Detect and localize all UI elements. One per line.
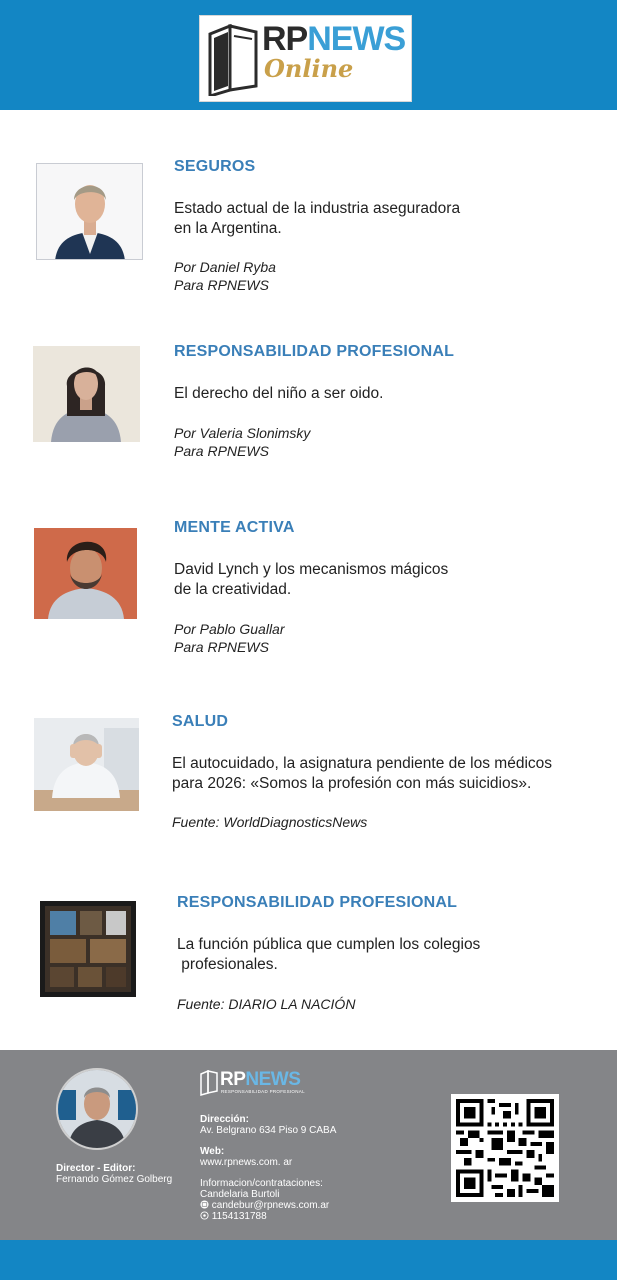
article-thumb-funcion-publica[interactable]: [40, 901, 136, 997]
director-credit: Director - Editor: Fernando Gómez Golberg: [56, 1163, 173, 1185]
phone-line[interactable]: 1154131788: [200, 1211, 329, 1222]
book-icon: [200, 1070, 218, 1096]
address-info: Dirección: Av. Belgrano 634 Piso 9 CABA: [200, 1114, 337, 1136]
rpnews-online-logo[interactable]: [199, 15, 412, 102]
article-category[interactable]: RESPONSABILIDAD PROFESIONAL: [174, 343, 455, 360]
whatsapp-icon: [200, 1211, 209, 1220]
qr-code-icon: [456, 1099, 554, 1197]
article-byline: Por Valeria Slonimsky Para RPNEWS: [174, 425, 311, 459]
contact-info: Informacion/contrataciones: Candelaria Burtoli candebur@rpnews.com.ar 1154131788: [200, 1178, 330, 1222]
article-thumb-seguros[interactable]: [36, 163, 143, 260]
article-category[interactable]: RESPONSABILIDAD PROFESIONAL: [177, 894, 458, 911]
article-headline[interactable]: Estado actual de la industria aseguradora en la Argentina.: [174, 200, 461, 237]
logo-online-text: Online: [264, 54, 354, 83]
article-thumb-mente-activa[interactable]: [34, 528, 137, 619]
article-category[interactable]: SEGUROS: [174, 158, 256, 175]
article-headline[interactable]: El autocuidado, la asignatura pendiente de los médicos para 2026: «Somos la profesión con más suicidios».: [172, 755, 553, 792]
footer: [0, 1050, 617, 1240]
article-thumb-responsabilidad[interactable]: [33, 346, 140, 442]
logo-wordmark: RPNEWS: [262, 20, 406, 58]
article-headline[interactable]: David Lynch y los mecanismos mágicos de la creatividad.: [174, 561, 449, 598]
article-thumb-salud[interactable]: [34, 718, 139, 811]
article-headline[interactable]: La función pública que cumplen los colegios profesionales.: [177, 936, 481, 973]
bottom-bar: [0, 1240, 617, 1280]
article-headline[interactable]: El derecho del niño a ser oido.: [174, 385, 384, 402]
article-byline: Fuente: WorldDiagnosticsNews: [172, 814, 368, 830]
email-line[interactable]: candebur@rpnews.com.ar: [200, 1200, 329, 1211]
qr-code[interactable]: [451, 1094, 559, 1202]
article-byline: Por Daniel Ryba Para RPNEWS: [174, 259, 276, 293]
web-link[interactable]: www.rpnews.com. ar: [200, 1157, 293, 1168]
director-avatar: [56, 1068, 138, 1150]
footer-rpnews-logo[interactable]: RPNEWS RESPONSABILIDAD PROFESIONAL: [200, 1070, 300, 1100]
article-byline: Por Pablo Guallar Para RPNEWS: [174, 621, 285, 655]
email-icon: [200, 1200, 209, 1209]
web-info: Web: www.rpnews.com. ar: [200, 1146, 293, 1168]
article-byline: Fuente: DIARIO LA NACIÓN: [177, 996, 356, 1012]
article-category[interactable]: SALUD: [172, 713, 229, 730]
book-icon: [206, 24, 260, 96]
article-category[interactable]: MENTE ACTIVA: [174, 519, 295, 536]
